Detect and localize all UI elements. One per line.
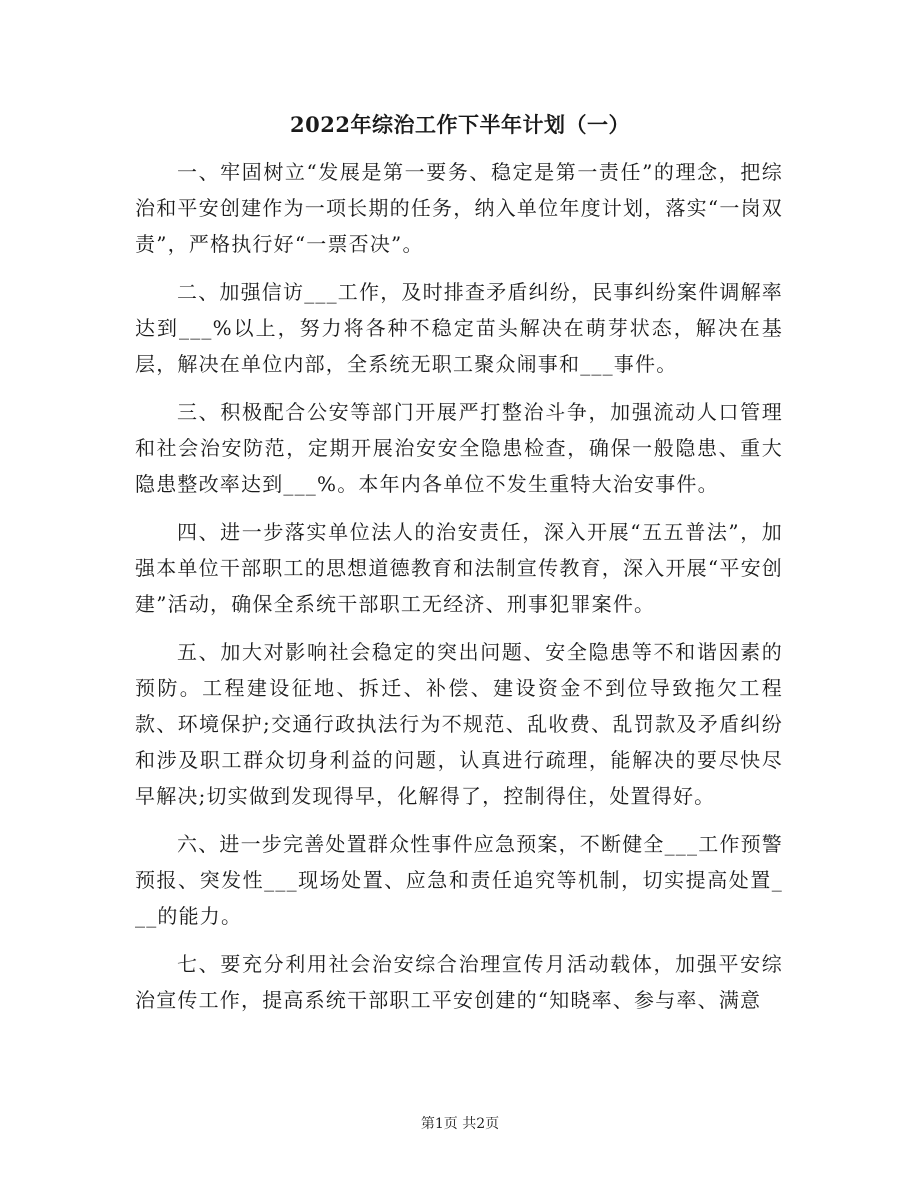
paragraph-6: 六、进一步完善处置群众性事件应急预案，不断健全___工作预警预报、突发性___现场处置、应急和责任追究等机制，切实提高处置___的能力。: [135, 832, 783, 928]
document-body: [135, 154, 783, 1030]
paragraph-3: 三、积极配合公安等部门开展严打整治斗争，加强流动人口管理和社会治安防范，定期开展治安安全隐患检查，确保一般隐患、重大隐患整改率达到___%。本年内各单位不发生重特大治安事件。: [135, 400, 783, 496]
paragraph-2: 二、加强信访___工作，及时排查矛盾纠纷，民事纠纷案件调解率达到___%以上，努力将各种不稳定苗头解决在萌芽状态，解决在基层，解决在单位内部，全系统无职工聚众闹事和___事件。: [135, 280, 783, 376]
paragraph-7: 七、要充分利用社会治安综合治理宣传月活动载体，加强平安综治宣传工作，提高系统干部职工平安创建的“知晓率、参与率、满意: [135, 952, 783, 1012]
paragraph-1: 一、牢固树立“发展是第一要务、稳定是第一责任”的理念，把综治和平安创建作为一项长期的任务，纳入单位年度计划，落实“一岗双责”，严格执行好“一票否决”。: [135, 160, 783, 256]
paragraph-5: 五、加大对影响社会稳定的突出问题、安全隐患等不和谐因素的预防。工程建设征地、拆迁、补偿、建设资金不到位导致拖欠工程款、环境保护;交通行政执法行为不规范、乱收费、乱罚款及矛盾纠纷和涉及职工群众切身利益的问题，认真进行疏理，能解决的要尽快尽早解决;切实做到发现得早，化解得了，控制得住，处置得好。: [135, 640, 783, 808]
page-number-footer: 第1页 共2页: [420, 1116, 500, 1132]
document-title: 2022年综治工作下半年计划（一）: [290, 112, 630, 137]
paragraph-4: 四、进一步落实单位法人的治安责任，深入开展“五五普法”，加强本单位干部职工的思想道德教育和法制宣传教育，深入开展“平安创建”活动，确保全系统干部职工无经济、刑事犯罪案件。: [135, 520, 783, 616]
